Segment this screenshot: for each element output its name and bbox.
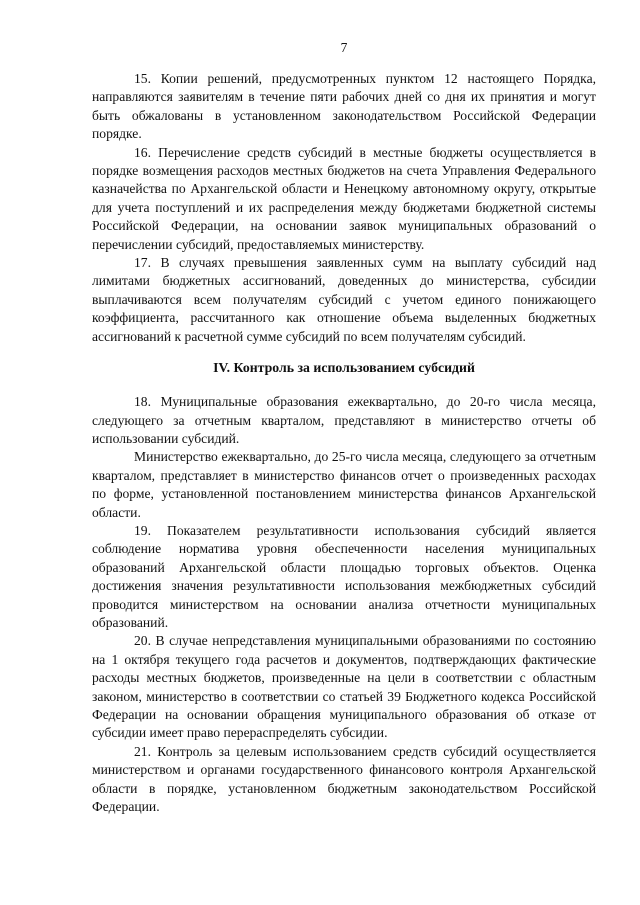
section-heading: IV. Контроль за использованием субсидий bbox=[213, 360, 475, 376]
paragraph-19: 19. Показателем результативности использования субсидий является соблюдение норматива уровня обеспеченности населения муниципальных образований Архангельской области площадью торговых объектов. Оценка достижения значения результативности использования межбюджетных субсидий проводится министерством на основании анализа отчетности муниципальных образований. bbox=[92, 522, 596, 630]
paragraph-15: 15. Копии решений, предусмотренных пунктом 12 настоящего Порядка, направляются заявителям в течение пяти рабочих дней со дня их принятия и могут быть обжалованы в установленном законодательством Российской Федерации порядке. bbox=[92, 71, 596, 142]
paragraph-18: 18. Муниципальные образования ежеквартально, до 20-го числа месяца, следующего за отчетным кварталом, представляют в министерство отчеты об использовании субсидий. bbox=[92, 394, 596, 446]
paragraph-20: 20. В случае непредставления муниципальными образованиями по состоянию на 1 октября текущего года расчетов и документов, подтверждающих фактические расходы местных бюджетов, произведенные на цели в соответствии с областным законом, министерство в соответствии со статьей 39 Бюджетного кодекса Российской Федерации на основании обращения муниципального образования об отказе от субсидии имеет право перераспределять субсидии. bbox=[92, 633, 596, 741]
paragraph-21: 21. Контроль за целевым использованием средств субсидий осуществляется министерством и органами государственного финансового контроля Архангельской области в порядке, установленном бюджетным законодательством Российской Федерации. bbox=[92, 743, 596, 815]
document-body bbox=[92, 70, 596, 816]
paragraph-16: 16. Перечисление средств субсидий в местные бюджеты осуществляется в порядке возмещения расходов местных бюджетов на счета Управления Федерального казначейства по Архангельской области и Ненецкому автономному округу, открытые для учета поступлений и их распределения между бюджетами бюджетной системы Российской Федерации, на основании заявок муниципальных образований о перечислении субсидий, предоставляемых министерству. bbox=[92, 144, 596, 252]
page-number: 7 bbox=[340, 40, 348, 55]
document-page bbox=[92, 0, 596, 905]
paragraph-18-continued: Министерство ежеквартально, до 25-го числа месяца, следующего за отчетным кварталом, представляет в министерство финансов отчет о произведенных расходах по форме, установленной постановлением министерства финансов Архангельской области. bbox=[92, 449, 596, 520]
paragraph-17: 17. В случаях превышения заявленных сумм на выплату субсидий над лимитами бюджетных ассигнований, доведенных до министерства, субсидии выплачиваются всем получателям субсидий с учетом единого понижающего коэффициента, рассчитанного как отношение объема выделенных бюджетных ассигнований к расчетной сумме субсидий по всем получателям субсидий. bbox=[92, 255, 596, 344]
